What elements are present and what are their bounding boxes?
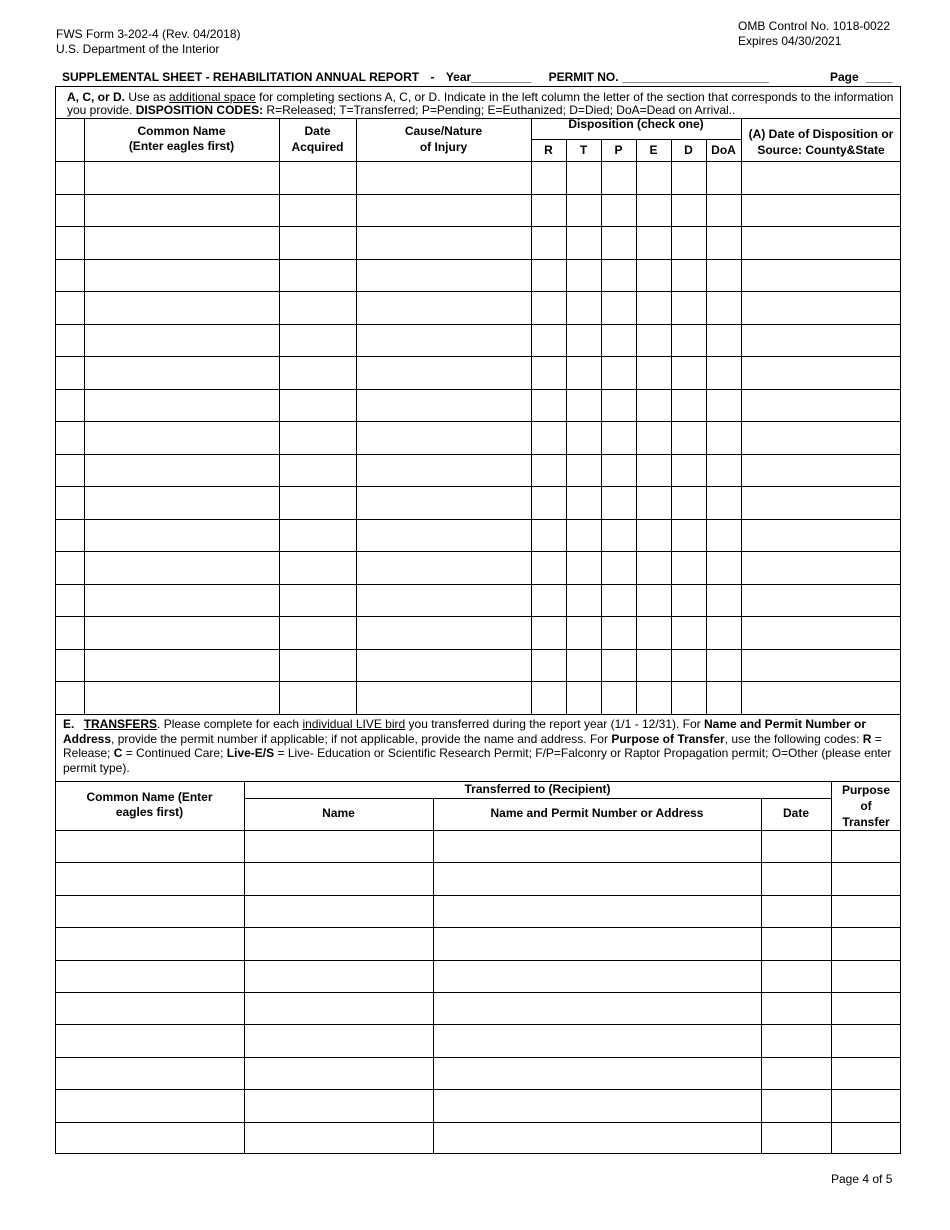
disp-p-cell[interactable] bbox=[602, 325, 636, 357]
transfer-row bbox=[55, 896, 901, 927]
transfer-permit-address-cell[interactable] bbox=[434, 1025, 761, 1056]
date-acquired-cell[interactable] bbox=[280, 422, 356, 454]
common-name-cell[interactable] bbox=[85, 390, 279, 422]
disp-doa-cell[interactable] bbox=[707, 195, 741, 227]
table-row bbox=[55, 617, 901, 649]
cause-cell[interactable] bbox=[357, 552, 531, 584]
disp-r-cell[interactable] bbox=[532, 227, 566, 259]
transfer-common-name-cell[interactable] bbox=[56, 928, 244, 959]
disp-r-cell[interactable] bbox=[532, 682, 566, 714]
table-row bbox=[55, 260, 901, 292]
disp-e-cell[interactable] bbox=[637, 617, 671, 649]
date-acquired-cell[interactable] bbox=[280, 162, 356, 194]
section-letter-cell[interactable] bbox=[56, 650, 84, 682]
cause-cell[interactable] bbox=[357, 487, 531, 519]
table-row bbox=[55, 292, 901, 324]
disp-d-cell[interactable] bbox=[672, 682, 706, 714]
disp-r-cell[interactable] bbox=[532, 357, 566, 389]
section-letter-cell[interactable] bbox=[56, 325, 84, 357]
disp-p-cell[interactable] bbox=[602, 227, 636, 259]
disp-e-cell[interactable] bbox=[637, 650, 671, 682]
cause-cell[interactable] bbox=[357, 325, 531, 357]
common-name-cell[interactable] bbox=[85, 292, 279, 324]
disp-e-cell[interactable] bbox=[637, 487, 671, 519]
table-row bbox=[55, 552, 901, 584]
disp-d-cell[interactable] bbox=[672, 325, 706, 357]
section-letter-cell[interactable] bbox=[56, 487, 84, 519]
transfer-name-cell[interactable] bbox=[245, 928, 433, 959]
date-disposition-cell[interactable] bbox=[742, 520, 901, 552]
cause-cell[interactable] bbox=[357, 422, 531, 454]
table-row bbox=[55, 162, 901, 194]
disp-t-cell[interactable] bbox=[567, 617, 601, 649]
section-letter-cell[interactable] bbox=[56, 260, 84, 292]
transfer-permit-address-cell[interactable] bbox=[434, 863, 761, 894]
cause-cell[interactable] bbox=[357, 195, 531, 227]
date-acquired-cell[interactable] bbox=[280, 455, 356, 487]
common-name-cell[interactable] bbox=[85, 422, 279, 454]
transfer-row bbox=[55, 1025, 901, 1056]
table-row bbox=[55, 650, 901, 682]
cause-cell[interactable] bbox=[357, 585, 531, 617]
table-row bbox=[55, 487, 901, 519]
department: U.S. Department of the Interior bbox=[56, 42, 220, 56]
section-letter-cell[interactable] bbox=[56, 357, 84, 389]
date-acquired-cell[interactable] bbox=[280, 390, 356, 422]
disp-t-cell[interactable] bbox=[567, 585, 601, 617]
disp-e-cell[interactable] bbox=[637, 357, 671, 389]
transfer-row bbox=[55, 1058, 901, 1089]
transfer-common-name-cell[interactable] bbox=[56, 1123, 244, 1154]
section-letter-cell[interactable] bbox=[56, 162, 84, 194]
disp-e-cell[interactable] bbox=[637, 552, 671, 584]
common-name-cell[interactable] bbox=[85, 195, 279, 227]
transfer-common-name-cell[interactable] bbox=[56, 961, 244, 992]
section-letter-cell[interactable] bbox=[56, 617, 84, 649]
disp-r-cell[interactable] bbox=[532, 260, 566, 292]
date-acquired-cell[interactable] bbox=[280, 682, 356, 714]
date-disposition-cell[interactable] bbox=[742, 162, 901, 194]
date-acquired-cell[interactable] bbox=[280, 227, 356, 259]
transfer-purpose-cell[interactable] bbox=[832, 831, 901, 862]
date-disposition-cell[interactable] bbox=[742, 650, 901, 682]
section-letter-cell[interactable] bbox=[56, 422, 84, 454]
disp-p-cell[interactable] bbox=[602, 390, 636, 422]
disp-code-t: T bbox=[579, 143, 588, 157]
transfer-purpose-cell[interactable] bbox=[832, 1058, 901, 1089]
transfer-name-cell[interactable] bbox=[245, 831, 433, 862]
disp-e-cell[interactable] bbox=[637, 682, 671, 714]
disp-code-doa: DoA bbox=[711, 143, 736, 157]
disp-r-cell[interactable] bbox=[532, 585, 566, 617]
disp-doa-cell[interactable] bbox=[707, 260, 741, 292]
disp-d-cell[interactable] bbox=[672, 260, 706, 292]
date-disposition-cell[interactable] bbox=[742, 422, 901, 454]
disp-doa-cell[interactable] bbox=[707, 227, 741, 259]
disp-doa-cell[interactable] bbox=[707, 650, 741, 682]
disp-e-cell[interactable] bbox=[637, 520, 671, 552]
disp-e-cell[interactable] bbox=[637, 455, 671, 487]
transfer-common-name-cell[interactable] bbox=[56, 831, 244, 862]
disp-d-cell[interactable] bbox=[672, 357, 706, 389]
year-field[interactable]: _________ bbox=[471, 70, 532, 84]
transfer-purpose-cell[interactable] bbox=[832, 993, 901, 1024]
section-letter-cell[interactable] bbox=[56, 455, 84, 487]
col-transferred-to: Transferred to (Recipient) bbox=[464, 782, 611, 796]
col-disposition: Disposition (check one) bbox=[568, 117, 704, 131]
disp-e-cell[interactable] bbox=[637, 227, 671, 259]
disp-r-cell[interactable] bbox=[532, 195, 566, 227]
disp-p-cell[interactable] bbox=[602, 260, 636, 292]
disp-r-cell[interactable] bbox=[532, 292, 566, 324]
col-e-date: Date bbox=[782, 806, 809, 820]
cause-cell[interactable] bbox=[357, 260, 531, 292]
section-acd-instructions: A, C, or D. Use as additional space for completing sections A, C, or D. Indicate in the left column the letter of the section that corresponds to the information you provide. DISPOSITION CODES: R=Released; T=Transferred; P=Pending; E=Euthanized; D=Died; DoA=Dead on Arrival.. bbox=[67, 90, 894, 117]
disp-t-cell[interactable] bbox=[567, 455, 601, 487]
transfer-row bbox=[55, 863, 901, 894]
disp-r-cell[interactable] bbox=[532, 520, 566, 552]
section-letter-cell[interactable] bbox=[56, 585, 84, 617]
transfer-row bbox=[55, 1090, 901, 1121]
transfer-purpose-cell[interactable] bbox=[832, 896, 901, 927]
table-row bbox=[55, 422, 901, 454]
date-acquired-cell[interactable] bbox=[280, 617, 356, 649]
common-name-cell[interactable] bbox=[85, 260, 279, 292]
disp-t-cell[interactable] bbox=[567, 292, 601, 324]
form-id: FWS Form 3-202-4 (Rev. 04/2018) bbox=[56, 27, 241, 41]
cause-cell[interactable] bbox=[357, 520, 531, 552]
transfer-name-cell[interactable] bbox=[245, 863, 433, 894]
page-label: Page bbox=[830, 70, 859, 84]
transfer-purpose-cell[interactable] bbox=[832, 863, 901, 894]
date-acquired-cell[interactable] bbox=[280, 552, 356, 584]
transfer-permit-address-cell[interactable] bbox=[434, 831, 761, 862]
col-e-name: Name bbox=[322, 806, 355, 820]
disp-doa-cell[interactable] bbox=[707, 552, 741, 584]
cause-cell[interactable] bbox=[357, 357, 531, 389]
report-title: SUPPLEMENTAL SHEET - REHABILITATION ANNUAL REPORT bbox=[62, 70, 420, 84]
disp-e-cell[interactable] bbox=[637, 390, 671, 422]
disp-p-cell[interactable] bbox=[602, 552, 636, 584]
disp-d-cell[interactable] bbox=[672, 617, 706, 649]
transfer-row bbox=[55, 928, 901, 959]
col-e-purpose: Purpose of Transfer bbox=[841, 783, 890, 829]
disp-d-cell[interactable] bbox=[672, 292, 706, 324]
transfer-permit-address-cell[interactable] bbox=[434, 1058, 761, 1089]
disp-t-cell[interactable] bbox=[567, 195, 601, 227]
cause-cell[interactable] bbox=[357, 617, 531, 649]
table-row bbox=[55, 357, 901, 389]
cause-cell[interactable] bbox=[357, 390, 531, 422]
common-name-cell[interactable] bbox=[85, 455, 279, 487]
disp-r-cell[interactable] bbox=[532, 390, 566, 422]
transfer-date-cell[interactable] bbox=[762, 1025, 831, 1056]
transfer-common-name-cell[interactable] bbox=[56, 1058, 244, 1089]
disp-r-cell[interactable] bbox=[532, 422, 566, 454]
transfer-common-name-cell[interactable] bbox=[56, 863, 244, 894]
table-row bbox=[55, 227, 901, 259]
disp-e-cell[interactable] bbox=[637, 585, 671, 617]
table-row bbox=[55, 195, 901, 227]
disp-t-cell[interactable] bbox=[567, 650, 601, 682]
disp-p-cell[interactable] bbox=[602, 357, 636, 389]
date-disposition-cell[interactable] bbox=[742, 552, 901, 584]
date-disposition-cell[interactable] bbox=[742, 455, 901, 487]
disp-doa-cell[interactable] bbox=[707, 357, 741, 389]
disp-p-cell[interactable] bbox=[602, 650, 636, 682]
date-acquired-cell[interactable] bbox=[280, 292, 356, 324]
transfer-name-cell[interactable] bbox=[245, 961, 433, 992]
transfer-permit-address-cell[interactable] bbox=[434, 928, 761, 959]
transfer-date-cell[interactable] bbox=[762, 863, 831, 894]
disp-d-cell[interactable] bbox=[672, 162, 706, 194]
transfer-purpose-cell[interactable] bbox=[832, 1025, 901, 1056]
date-disposition-cell[interactable] bbox=[742, 617, 901, 649]
cause-cell[interactable] bbox=[357, 162, 531, 194]
common-name-cell[interactable] bbox=[85, 162, 279, 194]
disp-p-cell[interactable] bbox=[602, 585, 636, 617]
disp-d-cell[interactable] bbox=[672, 552, 706, 584]
date-acquired-cell[interactable] bbox=[280, 520, 356, 552]
disp-d-cell[interactable] bbox=[672, 227, 706, 259]
disp-t-cell[interactable] bbox=[567, 487, 601, 519]
section-letter-cell[interactable] bbox=[56, 520, 84, 552]
page-field[interactable]: ____ bbox=[866, 70, 893, 84]
transfer-common-name-cell[interactable] bbox=[56, 993, 244, 1024]
transfer-name-cell[interactable] bbox=[245, 1058, 433, 1089]
section-letter-cell[interactable] bbox=[56, 292, 84, 324]
disp-e-cell[interactable] bbox=[637, 325, 671, 357]
date-disposition-cell[interactable] bbox=[742, 682, 901, 714]
disp-t-cell[interactable] bbox=[567, 520, 601, 552]
disp-e-cell[interactable] bbox=[637, 292, 671, 324]
transfer-date-cell[interactable] bbox=[762, 928, 831, 959]
date-disposition-cell[interactable] bbox=[742, 195, 901, 227]
col-e-common-name: Common Name (Enter eagles first) bbox=[86, 790, 213, 819]
transfer-row bbox=[55, 831, 901, 862]
table-row bbox=[55, 455, 901, 487]
disp-code-e: E bbox=[649, 143, 658, 157]
col-cause-injury: Cause/Nature of Injury bbox=[404, 124, 483, 154]
transfer-row bbox=[55, 961, 901, 992]
transfer-name-cell[interactable] bbox=[245, 1123, 433, 1154]
disp-t-cell[interactable] bbox=[567, 682, 601, 714]
disp-e-cell[interactable] bbox=[637, 422, 671, 454]
transfer-common-name-cell[interactable] bbox=[56, 1090, 244, 1121]
disp-doa-cell[interactable] bbox=[707, 617, 741, 649]
disp-doa-cell[interactable] bbox=[707, 422, 741, 454]
common-name-cell[interactable] bbox=[85, 520, 279, 552]
omb-control: OMB Control No. 1018-0022 bbox=[738, 19, 891, 33]
transfer-date-cell[interactable] bbox=[762, 961, 831, 992]
disp-r-cell[interactable] bbox=[532, 162, 566, 194]
disp-doa-cell[interactable] bbox=[707, 292, 741, 324]
disp-t-cell[interactable] bbox=[567, 227, 601, 259]
date-acquired-cell[interactable] bbox=[280, 195, 356, 227]
transfer-date-cell[interactable] bbox=[762, 993, 831, 1024]
common-name-cell[interactable] bbox=[85, 585, 279, 617]
table-acd-top bbox=[55, 118, 901, 119]
disp-d-cell[interactable] bbox=[672, 422, 706, 454]
section-letter-cell[interactable] bbox=[56, 227, 84, 259]
section-e-instructions: E. TRANSFERS. Please complete for each individual LIVE bird you transferred during the report year (1/1 - 12/31). For Name and Permit Number or Address, provide the permit number if applicable; if not applicable, provide the name and address. For Purpose of Transfer, use the following codes: R = Release; C = Continued Care; Live-E/S = Live- Education or Scientific Research Permit; F/P=Falconry or Raptor Propagation permit; O=Other (please enter permit type). bbox=[63, 717, 892, 775]
col-common-name: Common Name (Enter eagles first) bbox=[128, 124, 235, 153]
transfer-name-cell[interactable] bbox=[245, 1090, 433, 1121]
disp-doa-cell[interactable] bbox=[707, 585, 741, 617]
transfer-permit-address-cell[interactable] bbox=[434, 1123, 761, 1154]
cause-cell[interactable] bbox=[357, 227, 531, 259]
permit-label: PERMIT NO. bbox=[548, 70, 619, 84]
section-letter-cell[interactable] bbox=[56, 195, 84, 227]
date-disposition-cell[interactable] bbox=[742, 390, 901, 422]
transfer-purpose-cell[interactable] bbox=[832, 1090, 901, 1121]
disp-t-cell[interactable] bbox=[567, 325, 601, 357]
date-disposition-cell[interactable] bbox=[742, 357, 901, 389]
cause-cell[interactable] bbox=[357, 650, 531, 682]
page-footer: Page 4 of 5 bbox=[831, 1172, 893, 1186]
disp-d-cell[interactable] bbox=[672, 520, 706, 552]
disp-doa-cell[interactable] bbox=[707, 487, 741, 519]
disp-t-cell[interactable] bbox=[567, 162, 601, 194]
table-row bbox=[55, 390, 901, 422]
common-name-cell[interactable] bbox=[85, 357, 279, 389]
disp-p-cell[interactable] bbox=[602, 422, 636, 454]
disp-code-p: P bbox=[614, 143, 623, 157]
disp-d-cell[interactable] bbox=[672, 195, 706, 227]
common-name-cell[interactable] bbox=[85, 552, 279, 584]
col-date-acquired: Date Acquired bbox=[291, 124, 344, 154]
common-name-cell[interactable] bbox=[85, 325, 279, 357]
date-disposition-cell[interactable] bbox=[742, 585, 901, 617]
transfer-purpose-cell[interactable] bbox=[832, 961, 901, 992]
disp-e-cell[interactable] bbox=[637, 195, 671, 227]
table-row bbox=[55, 682, 901, 714]
cause-cell[interactable] bbox=[357, 682, 531, 714]
transfer-common-name-cell[interactable] bbox=[56, 1025, 244, 1056]
disp-d-cell[interactable] bbox=[672, 650, 706, 682]
date-acquired-cell[interactable] bbox=[280, 325, 356, 357]
disp-doa-cell[interactable] bbox=[707, 682, 741, 714]
disp-d-cell[interactable] bbox=[672, 487, 706, 519]
transfer-name-cell[interactable] bbox=[245, 1025, 433, 1056]
disp-r-cell[interactable] bbox=[532, 552, 566, 584]
common-name-cell[interactable] bbox=[85, 487, 279, 519]
cause-cell[interactable] bbox=[357, 455, 531, 487]
disp-d-cell[interactable] bbox=[672, 455, 706, 487]
disp-p-cell[interactable] bbox=[602, 195, 636, 227]
table-row bbox=[55, 585, 901, 617]
title-line: SUPPLEMENTAL SHEET - REHABILITATION ANNUAL REPORT - Year_________ PERMIT NO. ______________________ Page ____ bbox=[62, 70, 893, 84]
date-disposition-cell[interactable] bbox=[742, 227, 901, 259]
disp-doa-cell[interactable] bbox=[707, 390, 741, 422]
disp-t-cell[interactable] bbox=[567, 422, 601, 454]
transfer-date-cell[interactable] bbox=[762, 831, 831, 862]
transfer-permit-address-cell[interactable] bbox=[434, 1090, 761, 1121]
date-disposition-cell[interactable] bbox=[742, 325, 901, 357]
date-disposition-cell[interactable] bbox=[742, 487, 901, 519]
date-acquired-cell[interactable] bbox=[280, 487, 356, 519]
expires: Expires 04/30/2021 bbox=[738, 34, 842, 48]
col-e-name-permit: Name and Permit Number or Address bbox=[490, 806, 704, 820]
year-label: Year bbox=[445, 70, 472, 84]
section-letter-cell[interactable] bbox=[56, 682, 84, 714]
table-row bbox=[55, 325, 901, 357]
transfer-name-cell[interactable] bbox=[245, 896, 433, 927]
disp-t-cell[interactable] bbox=[567, 552, 601, 584]
transfer-date-cell[interactable] bbox=[762, 896, 831, 927]
disp-p-cell[interactable] bbox=[602, 162, 636, 194]
disp-p-cell[interactable] bbox=[602, 682, 636, 714]
disp-p-cell[interactable] bbox=[602, 617, 636, 649]
disp-code-d: D bbox=[684, 143, 693, 157]
disp-e-cell[interactable] bbox=[637, 162, 671, 194]
common-name-cell[interactable] bbox=[85, 650, 279, 682]
transfer-purpose-cell[interactable] bbox=[832, 1123, 901, 1154]
transfer-name-cell[interactable] bbox=[245, 993, 433, 1024]
transfer-purpose-cell[interactable] bbox=[832, 928, 901, 959]
date-acquired-cell[interactable] bbox=[280, 260, 356, 292]
disp-d-cell[interactable] bbox=[672, 585, 706, 617]
disp-r-cell[interactable] bbox=[532, 487, 566, 519]
disp-r-cell[interactable] bbox=[532, 325, 566, 357]
disp-p-cell[interactable] bbox=[602, 292, 636, 324]
transfer-date-cell[interactable] bbox=[762, 1090, 831, 1121]
transfer-permit-address-cell[interactable] bbox=[434, 896, 761, 927]
transfer-permit-address-cell[interactable] bbox=[434, 961, 761, 992]
date-disposition-cell[interactable] bbox=[742, 260, 901, 292]
common-name-cell[interactable] bbox=[85, 682, 279, 714]
transfer-row bbox=[55, 993, 901, 1024]
section-letter-cell[interactable] bbox=[56, 390, 84, 422]
common-name-cell[interactable] bbox=[85, 227, 279, 259]
disp-r-cell[interactable] bbox=[532, 617, 566, 649]
date-acquired-cell[interactable] bbox=[280, 357, 356, 389]
common-name-cell[interactable] bbox=[85, 617, 279, 649]
disp-d-cell[interactable] bbox=[672, 390, 706, 422]
disp-doa-cell[interactable] bbox=[707, 325, 741, 357]
disp-code-r: R bbox=[544, 143, 553, 157]
permit-field[interactable]: ______________________ bbox=[621, 70, 769, 84]
disp-doa-cell[interactable] bbox=[707, 455, 741, 487]
disp-r-cell[interactable] bbox=[532, 650, 566, 682]
disp-p-cell[interactable] bbox=[602, 487, 636, 519]
col-date-disposition: (A) Date of Disposition or Source: County&State bbox=[748, 127, 894, 157]
date-acquired-cell[interactable] bbox=[280, 650, 356, 682]
cause-cell[interactable] bbox=[357, 292, 531, 324]
disp-p-cell[interactable] bbox=[602, 520, 636, 552]
transfer-permit-address-cell[interactable] bbox=[434, 993, 761, 1024]
disp-p-cell[interactable] bbox=[602, 455, 636, 487]
disp-e-cell[interactable] bbox=[637, 260, 671, 292]
section-letter-cell[interactable] bbox=[56, 552, 84, 584]
disp-doa-cell[interactable] bbox=[707, 162, 741, 194]
disp-t-cell[interactable] bbox=[567, 357, 601, 389]
date-disposition-cell[interactable] bbox=[742, 292, 901, 324]
disp-t-cell[interactable] bbox=[567, 260, 601, 292]
transfer-row bbox=[55, 1123, 901, 1154]
disp-t-cell[interactable] bbox=[567, 390, 601, 422]
transfer-date-cell[interactable] bbox=[762, 1058, 831, 1089]
transfer-date-cell[interactable] bbox=[762, 1123, 831, 1154]
transfer-common-name-cell[interactable] bbox=[56, 896, 244, 927]
table-row bbox=[55, 520, 901, 552]
disp-doa-cell[interactable] bbox=[707, 520, 741, 552]
date-acquired-cell[interactable] bbox=[280, 585, 356, 617]
disp-r-cell[interactable] bbox=[532, 455, 566, 487]
